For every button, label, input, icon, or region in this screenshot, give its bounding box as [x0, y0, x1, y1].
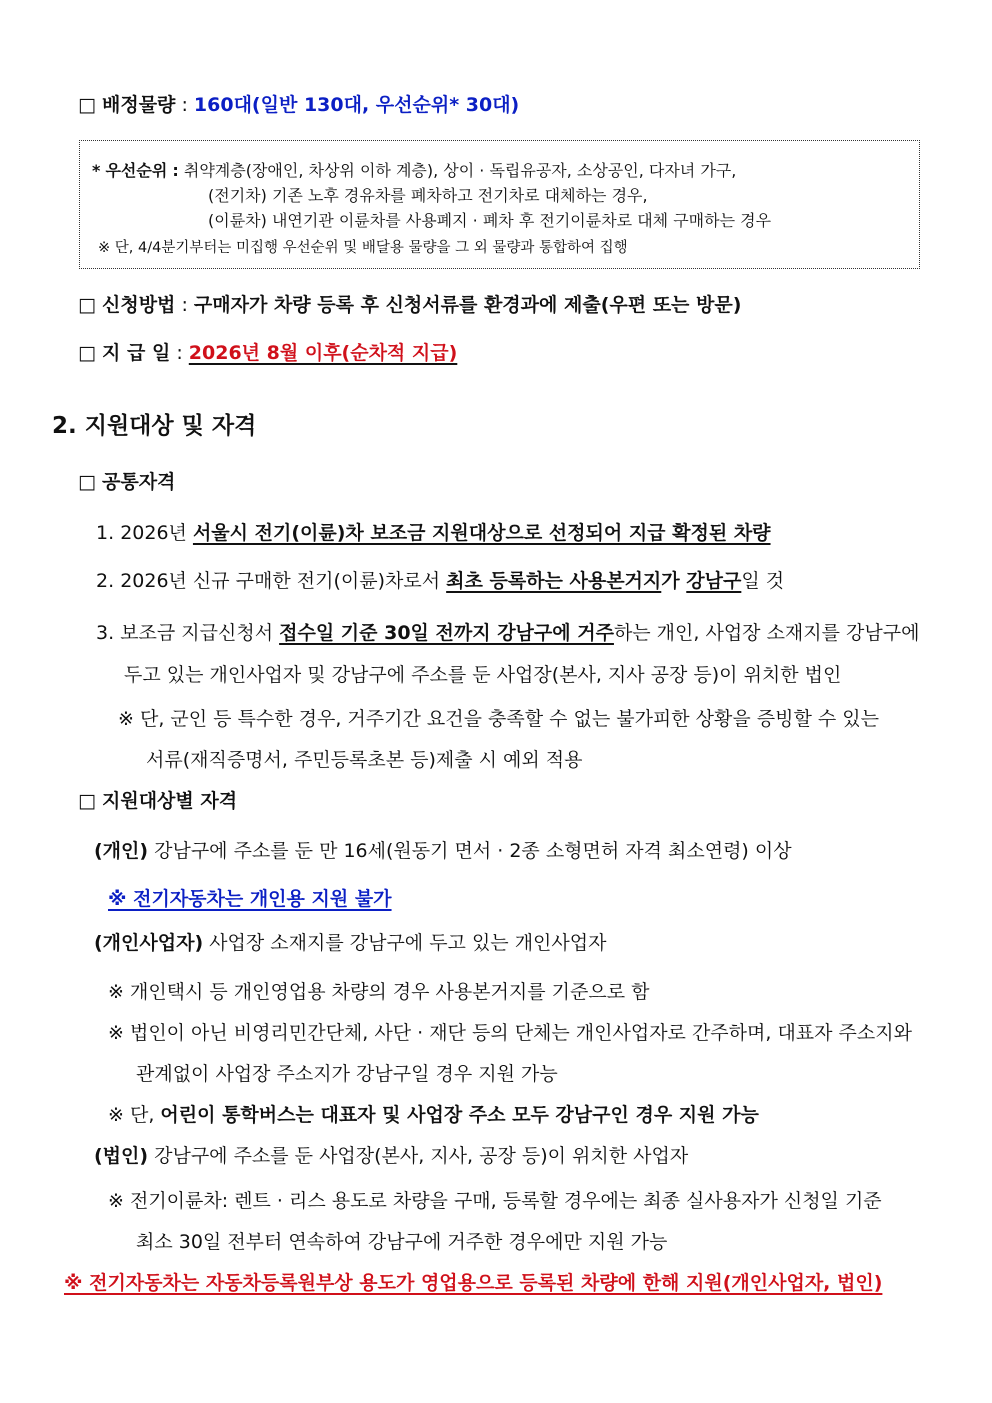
biz-note-3-prefix: ※ 단,: [108, 1104, 161, 1126]
allocation-colon: :: [181, 94, 188, 116]
apply-method-label: 신청방법: [102, 294, 176, 316]
square-bullet-icon: □: [78, 790, 96, 812]
item-emphasis: 최초 등록하는: [446, 570, 570, 592]
allocation-value: 160대(일반 130대, 우선순위* 30대): [193, 94, 520, 116]
individual-note: [108, 886, 392, 912]
section-2-title: 2. 지원대상 및 자격: [52, 413, 257, 439]
item-number: 2.: [96, 570, 115, 592]
item-text: 2026년: [120, 522, 193, 544]
item-text: 보조금 지급신청서: [120, 622, 280, 644]
priority-line-3: (이륜차) 내연기관 이륜차를 사용폐지 · 폐차 후 전기이륜차로 대체 구매하는 경우: [208, 211, 772, 230]
biz-note-3-emphasis: 어린이 통학버스는 대표자 및 사업장 주소 모두 강남구인 경우 지원 가능: [160, 1104, 759, 1126]
item-text: 하는 개인, 사업장 소재지를 강남구에: [613, 622, 920, 644]
item-number: 1.: [96, 522, 115, 544]
item-number: 3.: [96, 622, 115, 644]
pay-date-value: 2026년 8월 이후(순차적 지급): [188, 342, 458, 364]
common-qual-title: 공통자격: [102, 471, 176, 493]
biz-note-1: ※ 개인택시 등 개인영업용 차량의 경우 사용본거지를 기준으로 함: [108, 981, 650, 1003]
item-emphasis: 접수일 기준 30일 전까지 강남구에 거주: [279, 622, 614, 644]
square-bullet-icon: □: [78, 342, 96, 364]
pay-date-line: [78, 340, 457, 366]
priority-colon: :: [172, 161, 179, 180]
individual-text: 강남구에 주소를 둔 만 16세(원동기 면서 · 2종 소형면허 자격 최소연령) 이상: [148, 840, 792, 862]
item-text: 2026년 신규 구매한 전기(이륜)차로서: [120, 570, 447, 592]
square-bullet-icon: □: [78, 294, 96, 316]
allocation-label: 배정물량: [102, 94, 176, 116]
priority-line-2: (전기차) 기존 노후 경유차를 폐차하고 전기차로 대체하는 경우,: [208, 186, 648, 205]
individual-note-text: ※ 전기자동차는 개인용 지원 불가: [108, 888, 392, 910]
target-qual-heading: [78, 788, 237, 814]
biz-label: (개인사업자): [94, 932, 204, 954]
corp-note-2: 최소 30일 전부터 연속하여 강남구에 거주한 경우에만 지원 가능: [136, 1231, 668, 1253]
individual-label: (개인): [94, 840, 149, 862]
common-item-2: [96, 568, 784, 594]
priority-text-1: 취약계층(장애인, 차상위 이하 계층), 상이 · 독립유공자, 소상공인, 다자녀 가구,: [183, 161, 737, 180]
apply-method-value: 구매자가 차량 등록 후 신청서류를 환경과에 제출(우편 또는 방문): [193, 294, 742, 316]
priority-note: ※ 단, 4/4분기부터는 미집행 우선순위 및 배달용 물량을 그 외 물량과 통합하여 집행: [98, 240, 628, 256]
allocation-line: [78, 92, 519, 118]
item-emphasis: 사용본거지: [569, 570, 662, 592]
common-item-1: [96, 520, 771, 546]
pay-date-colon: :: [176, 342, 183, 364]
apply-method-colon: :: [181, 294, 188, 316]
square-bullet-icon: □: [78, 94, 96, 116]
biz-note-2b: 관계없이 사업장 주소지가 강남구일 경우 지원 가능: [136, 1063, 558, 1085]
priority-star: *: [92, 161, 101, 180]
individual-line: [94, 838, 792, 864]
item-text: 일 것: [741, 570, 785, 592]
corp-note-1: ※ 전기이륜차: 렌트 · 리스 용도로 차량을 구매, 등록할 경우에는 최종 실사용자가 신청일 기준: [108, 1190, 882, 1212]
common-qual-heading: [78, 469, 175, 495]
common-item-3-note-1: ※ 단, 군인 등 특수한 경우, 거주기간 요건을 충족할 수 없는 불가피한 상황을 증빙할 수 있는: [118, 708, 879, 730]
item-text: 가: [661, 570, 687, 592]
biz-text: 사업장 소재지를 강남구에 두고 있는 개인사업자: [203, 932, 607, 954]
common-item-3-note-2: 서류(재직증명서, 주민등록초본 등)제출 시 예외 적용: [146, 749, 583, 771]
corp-line: [94, 1143, 688, 1169]
final-note: [64, 1270, 882, 1296]
biz-note-3: [108, 1102, 759, 1128]
biz-note-2a: ※ 법인이 아닌 비영리민간단체, 사단 · 재단 등의 단체는 개인사업자로 간주하며, 대표자 주소지와: [108, 1022, 912, 1044]
common-item-3-line-2: 두고 있는 개인사업자 및 강남구에 주소를 둔 사업장(본사, 지사 공장 등)이 위치한 법인: [124, 664, 842, 686]
apply-method-line: [78, 292, 741, 318]
item-emphasis: 서울시 전기(이륜)차 보조금 지원대상으로 선정되어 지급 확정된 차량: [192, 522, 771, 544]
common-item-3: [96, 620, 919, 646]
biz-line: [94, 930, 606, 956]
target-qual-title: 지원대상별 자격: [102, 790, 238, 812]
item-emphasis: 강남구: [686, 570, 742, 592]
priority-label: 우선순위: [105, 161, 168, 180]
final-note-text: ※ 전기자동차는 자동차등록원부상 용도가 영업용으로 등록된 차량에 한해 지원(개인사업자, 법인): [64, 1272, 883, 1294]
priority-line-1: [92, 160, 736, 182]
square-bullet-icon: □: [78, 471, 96, 493]
corp-text: 강남구에 주소를 둔 사업장(본사, 지사, 공장 등)이 위치한 사업자: [148, 1145, 689, 1167]
corp-label: (법인): [94, 1145, 149, 1167]
pay-date-label: 지 급 일: [102, 342, 171, 364]
